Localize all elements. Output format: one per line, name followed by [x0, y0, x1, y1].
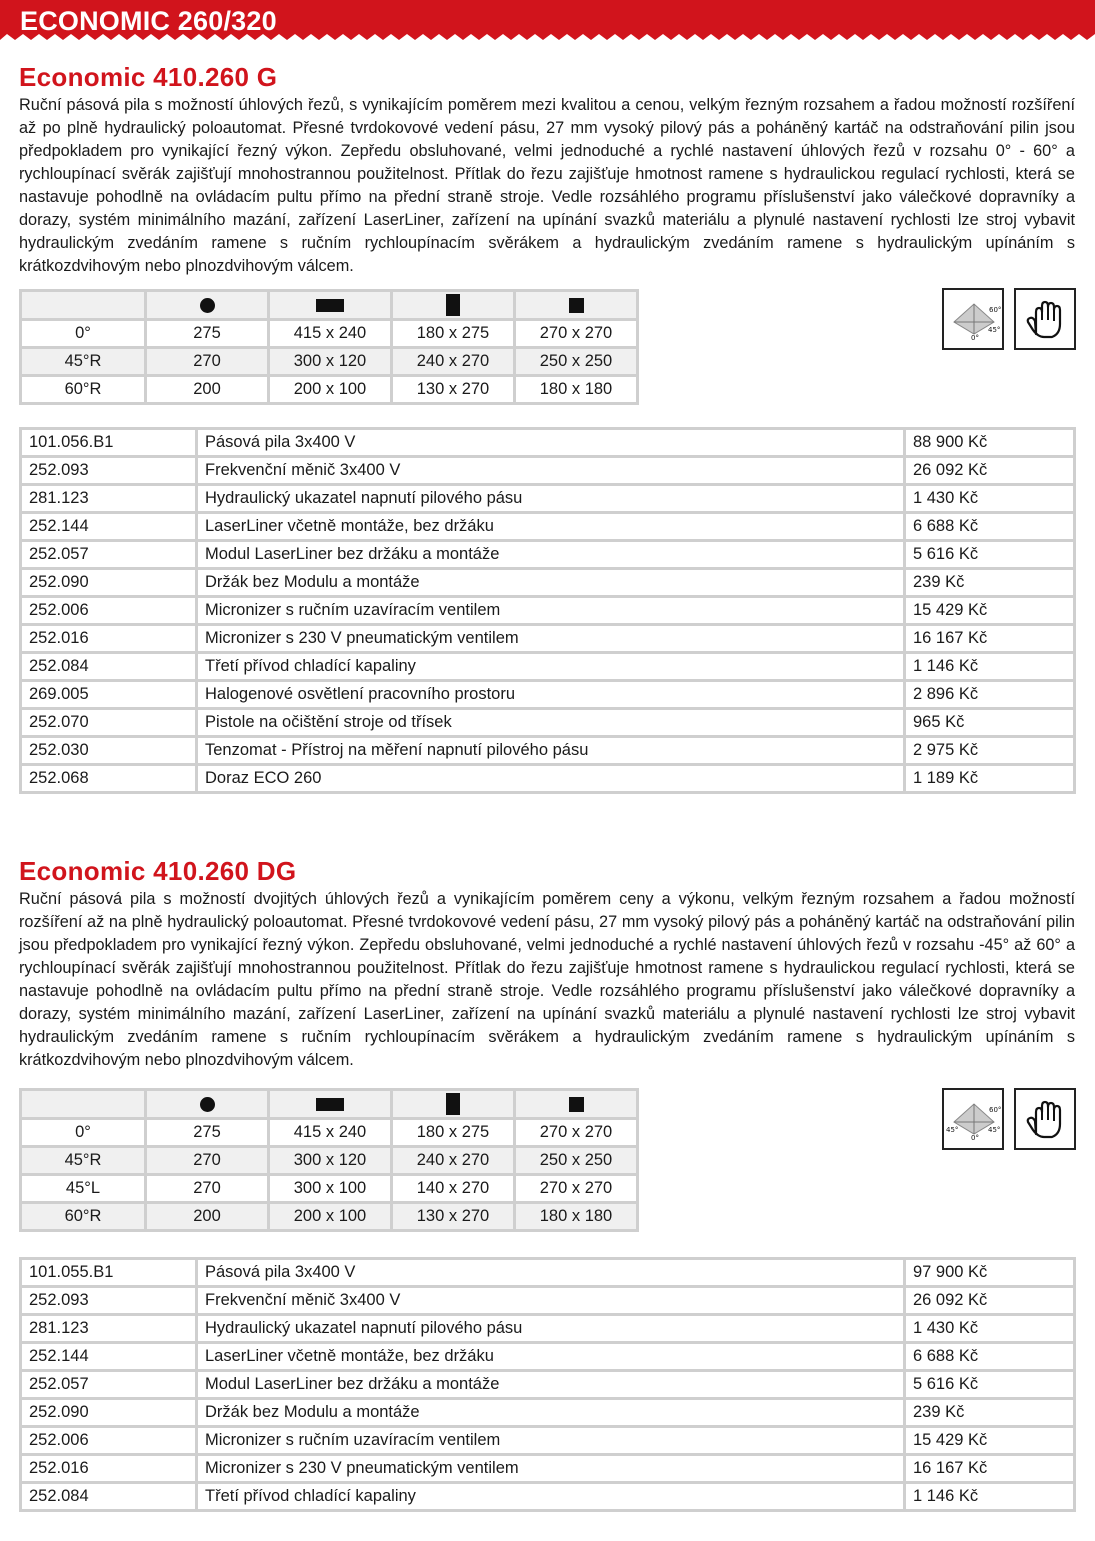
- capacity-row: [21, 376, 638, 404]
- capacity-cell: 130 x 270: [392, 376, 515, 404]
- capacity-table: [19, 1088, 639, 1232]
- table-row: [21, 1287, 1075, 1315]
- page-title: ECONOMIC 260/320: [20, 6, 277, 36]
- article-number: 252.144: [21, 513, 197, 541]
- article-name: Tenzomat - Přístroj na měření napnutí pilového pásu: [197, 737, 905, 765]
- square-header-cell: [515, 1090, 638, 1119]
- flat-header-cell: [269, 291, 392, 320]
- square-header-cell: [515, 291, 638, 320]
- round-header-cell: [146, 1090, 269, 1119]
- tall-rectangle-icon: [446, 294, 460, 316]
- capacity-angle: 60°R: [21, 1203, 146, 1231]
- capacity-header-row: [21, 1090, 638, 1119]
- capacity-cell: 240 x 270: [392, 1147, 515, 1175]
- price-table: [19, 427, 1076, 794]
- table-row: [21, 1259, 1075, 1287]
- article-name: Pásová pila 3x400 V: [197, 1259, 905, 1287]
- article-name: Třetí přívod chladící kapaliny: [197, 653, 905, 681]
- article-name: LaserLiner včetně montáže, bez držáku: [197, 513, 905, 541]
- product-description: Ruční pásová pila s možností dvojitých úhlových řezů a vynikajícím poměrem ceny a výkonu, velkým řezným rozsahem a řadou možností rozšíření až na plně hydraulický poloautomat. Přesné tvrdokovové vedení pásu, 27 mm vysoký pilový pás a poháněný kartáč na odstraňování pilin jsou předpokladem pro vynikající řezný výkon. Zepředu obsluhované, velmi jednoduché a rychlé nastavení úhlových řezů v rozsahu -45° až 60° a rychloupínací svěrák zajišťují mnohostrannou použitelnost. Přítlak do řezu zajišťuje hmotnost ramene s hydraulickou regulací rychlosti, která se nastavuje pohodlně na ovládacím pultu přímo na přední straně stroje. Vedle rozsáhlého programu příslušenství jako válečkové dopravníky a dorazy, systém minimálního mazání, zařízení LaserLiner, zařízení na upínání svazků materiálu a plynulé nastavení rychlosti lze stroj vybavit hydraulickým zvedáním ramene s ručním rychloupínacím svěrákem a hydraulickým zvedáním ramene s hydraulickým upínáním s krátkozdvihovým nebo plnozdvihovým válcem.: [19, 890, 1075, 1069]
- capacity-cell: 180 x 180: [515, 1203, 638, 1231]
- angle-label: 45°: [988, 1126, 1001, 1134]
- article-number: 281.123: [21, 485, 197, 513]
- table-row: [21, 709, 1075, 737]
- capacity-cell: 200 x 100: [269, 1203, 392, 1231]
- article-number: 101.056.B1: [21, 429, 197, 457]
- table-row: [21, 1343, 1075, 1371]
- capacity-cell: 240 x 270: [392, 348, 515, 376]
- angle-label: 45°: [946, 1126, 959, 1134]
- product-description: Ruční pásová pila s možností úhlových řezů, s vynikajícím poměrem mezi kvalitou a cenou, velkým řezným rozsahem a řadou možností rozšíření až po plně hydraulický poloautomat. Přesné tvrdokovové vedení pásu, 27 mm vysoký pilový pás a poháněný kartáč na odstraňování pilin jsou předpokladem pro vynikající řezný výkon. Zepředu obsluhované, velmi jednoduché a rychlé nastavení úhlových řezů v rozsahu 0° - 60° a rychloupínací svěrák zajišťují mnohostrannou použitelnost. Přítlak do řezu zajišťuje hmotnost ramene s hydraulickou regulací rychlosti, která se nastavuje pohodlně na ovládacím pultu přímo na přední straně stroje. Vedle rozsáhlého programu příslušenství jako válečkové dopravníky a dorazy, systém minimálního mazání, zařízení LaserLiner, zařízení na upínání svazků materiálu a plynulé nastavení rychlosti lze stroj vybavit hydraulickým zvedáním ramene s ručním rychloupínacím svěrákem a hydraulickým zvedáním ramene s hydraulickým upínáním s krátkozdvihovým nebo plnozdvihovým válcem.: [19, 96, 1075, 275]
- square-bar-icon: [569, 1097, 584, 1112]
- table-row: [21, 541, 1075, 569]
- capacity-row: [21, 1203, 638, 1231]
- article-price: 26 092 Kč: [905, 1287, 1075, 1315]
- article-name: Frekvenční měnič 3x400 V: [197, 457, 905, 485]
- capacity-cell: 270 x 270: [515, 1119, 638, 1147]
- article-name: Modul LaserLiner bez držáku a montáže: [197, 1371, 905, 1399]
- article-number: 252.068: [21, 765, 197, 793]
- table-row: [21, 457, 1075, 485]
- article-number: 281.123: [21, 1315, 197, 1343]
- table-row: [21, 1483, 1075, 1511]
- table-row: [21, 569, 1075, 597]
- article-price: 2 975 Kč: [905, 737, 1075, 765]
- article-name: Modul LaserLiner bez držáku a montáže: [197, 541, 905, 569]
- capacity-angle: 45°R: [21, 1147, 146, 1175]
- capacity-cell: 300 x 120: [269, 348, 392, 376]
- article-price: 239 Kč: [905, 1399, 1075, 1427]
- capacity-header-row: [21, 291, 638, 320]
- article-price: 88 900 Kč: [905, 429, 1075, 457]
- table-row: [21, 737, 1075, 765]
- capacity-angle: 0°: [21, 320, 146, 348]
- capacity-cell: 300 x 100: [269, 1175, 392, 1203]
- table-row: [21, 653, 1075, 681]
- flat-rectangle-icon: [316, 1098, 344, 1111]
- article-price: 1 430 Kč: [905, 485, 1075, 513]
- article-name: Hydraulický ukazatel napnutí pilového pásu: [197, 1315, 905, 1343]
- product-title: Economic 410.260 DG: [19, 856, 297, 886]
- capacity-cell: 200 x 100: [269, 376, 392, 404]
- capacity-angle: 45°L: [21, 1175, 146, 1203]
- article-name: Micronizer s ručním uzavíracím ventilem: [197, 1427, 905, 1455]
- article-name: Micronizer s ručním uzavíracím ventilem: [197, 597, 905, 625]
- article-price: 1 146 Kč: [905, 1483, 1075, 1511]
- angle-label: 60°: [989, 1106, 1002, 1114]
- capacity-row: [21, 1119, 638, 1147]
- capacity-angle: 45°R: [21, 348, 146, 376]
- article-name: Halogenové osvětlení pracovního prostoru: [197, 681, 905, 709]
- manual-operation-hand-icon: [1014, 288, 1076, 350]
- article-price: 1 430 Kč: [905, 1315, 1075, 1343]
- manual-operation-hand-icon: [1014, 1088, 1076, 1150]
- table-row: [21, 597, 1075, 625]
- table-row: [21, 681, 1075, 709]
- article-name: Hydraulický ukazatel napnutí pilového pásu: [197, 485, 905, 513]
- article-number: 252.084: [21, 653, 197, 681]
- article-price: 239 Kč: [905, 569, 1075, 597]
- capacity-cell: 415 x 240: [269, 320, 392, 348]
- article-name: Pistole na očištění stroje od třísek: [197, 709, 905, 737]
- tall-header-cell: [392, 291, 515, 320]
- capacity-angle: 60°R: [21, 376, 146, 404]
- table-row: [21, 1371, 1075, 1399]
- table-row: [21, 1315, 1075, 1343]
- tall-rectangle-icon: [446, 1093, 460, 1115]
- capacity-cell: 250 x 250: [515, 348, 638, 376]
- capacity-cell: 270 x 270: [515, 1175, 638, 1203]
- round-bar-icon: [200, 298, 215, 313]
- capacity-cell: 200: [146, 376, 269, 404]
- article-name: LaserLiner včetně montáže, bez držáku: [197, 1343, 905, 1371]
- article-number: 252.090: [21, 1399, 197, 1427]
- article-number: 252.006: [21, 597, 197, 625]
- article-number: 252.030: [21, 737, 197, 765]
- capacity-angle: 0°: [21, 1119, 146, 1147]
- capacity-cell: 270 x 270: [515, 320, 638, 348]
- table-row: [21, 1427, 1075, 1455]
- flat-rectangle-icon: [316, 299, 344, 312]
- article-name: Držák bez Modulu a montáže: [197, 569, 905, 597]
- article-name: Doraz ECO 260: [197, 765, 905, 793]
- table-row: [21, 513, 1075, 541]
- article-number: 252.016: [21, 625, 197, 653]
- product-title: Economic 410.260 G: [19, 62, 278, 92]
- article-number: 252.090: [21, 569, 197, 597]
- article-price: 1 146 Kč: [905, 653, 1075, 681]
- miter-angle-icon: [942, 288, 1004, 350]
- capacity-cell: 180 x 180: [515, 376, 638, 404]
- article-price: 1 189 Kč: [905, 765, 1075, 793]
- article-price: 15 429 Kč: [905, 1427, 1075, 1455]
- article-number: 252.084: [21, 1483, 197, 1511]
- article-number: 252.057: [21, 541, 197, 569]
- capacity-cell: 270: [146, 348, 269, 376]
- article-name: Držák bez Modulu a montáže: [197, 1399, 905, 1427]
- table-row: [21, 625, 1075, 653]
- article-number: 252.070: [21, 709, 197, 737]
- article-price: 16 167 Kč: [905, 625, 1075, 653]
- article-number: 252.093: [21, 457, 197, 485]
- product-section-1: [19, 62, 1075, 278]
- capacity-cell: 250 x 250: [515, 1147, 638, 1175]
- article-price: 16 167 Kč: [905, 1455, 1075, 1483]
- square-bar-icon: [569, 298, 584, 313]
- capacity-cell: 300 x 120: [269, 1147, 392, 1175]
- tall-header-cell: [392, 1090, 515, 1119]
- table-row: [21, 1455, 1075, 1483]
- article-price: 5 616 Kč: [905, 1371, 1075, 1399]
- capacity-row: [21, 348, 638, 376]
- table-row: [21, 1399, 1075, 1427]
- round-bar-icon: [200, 1097, 215, 1112]
- miter-angle-icon: [942, 1088, 1004, 1150]
- angle-label: 45°: [988, 326, 1001, 334]
- article-name: Třetí přívod chladící kapaliny: [197, 1483, 905, 1511]
- capacity-cell: 130 x 270: [392, 1203, 515, 1231]
- product-section-2: [19, 856, 1075, 1072]
- article-number: 252.016: [21, 1455, 197, 1483]
- price-table: [19, 1257, 1076, 1512]
- table-row: [21, 429, 1075, 457]
- article-price: 97 900 Kč: [905, 1259, 1075, 1287]
- page-header: [0, 0, 1095, 50]
- article-name: Micronizer s 230 V pneumatickým ventilem: [197, 625, 905, 653]
- article-number: 101.055.B1: [21, 1259, 197, 1287]
- article-number: 252.057: [21, 1371, 197, 1399]
- article-number: 269.005: [21, 681, 197, 709]
- capacity-cell: 275: [146, 1119, 269, 1147]
- article-price: 26 092 Kč: [905, 457, 1075, 485]
- angle-label: 0°: [971, 334, 979, 342]
- capacity-cell: 180 x 275: [392, 1119, 515, 1147]
- article-name: Micronizer s 230 V pneumatickým ventilem: [197, 1455, 905, 1483]
- article-number: 252.006: [21, 1427, 197, 1455]
- capacity-cell: 275: [146, 320, 269, 348]
- capacity-cell: 415 x 240: [269, 1119, 392, 1147]
- angle-header-cell: [21, 1090, 146, 1119]
- capacity-cell: 270: [146, 1147, 269, 1175]
- capacity-table: [19, 289, 639, 405]
- capacity-cell: 200: [146, 1203, 269, 1231]
- article-price: 6 688 Kč: [905, 1343, 1075, 1371]
- capacity-cell: 180 x 275: [392, 320, 515, 348]
- round-header-cell: [146, 291, 269, 320]
- article-price: 6 688 Kč: [905, 513, 1075, 541]
- article-name: Pásová pila 3x400 V: [197, 429, 905, 457]
- capacity-row: [21, 320, 638, 348]
- capacity-row: [21, 1175, 638, 1203]
- article-price: 2 896 Kč: [905, 681, 1075, 709]
- article-price: 965 Kč: [905, 709, 1075, 737]
- capacity-cell: 140 x 270: [392, 1175, 515, 1203]
- article-price: 5 616 Kč: [905, 541, 1075, 569]
- capacity-cell: 270: [146, 1175, 269, 1203]
- article-number: 252.093: [21, 1287, 197, 1315]
- article-name: Frekvenční měnič 3x400 V: [197, 1287, 905, 1315]
- article-price: 15 429 Kč: [905, 597, 1075, 625]
- angle-label: 60°: [989, 306, 1002, 314]
- flat-header-cell: [269, 1090, 392, 1119]
- angle-header-cell: [21, 291, 146, 320]
- angle-label: 0°: [971, 1134, 979, 1142]
- capacity-row: [21, 1147, 638, 1175]
- table-row: [21, 485, 1075, 513]
- table-row: [21, 765, 1075, 793]
- article-number: 252.144: [21, 1343, 197, 1371]
